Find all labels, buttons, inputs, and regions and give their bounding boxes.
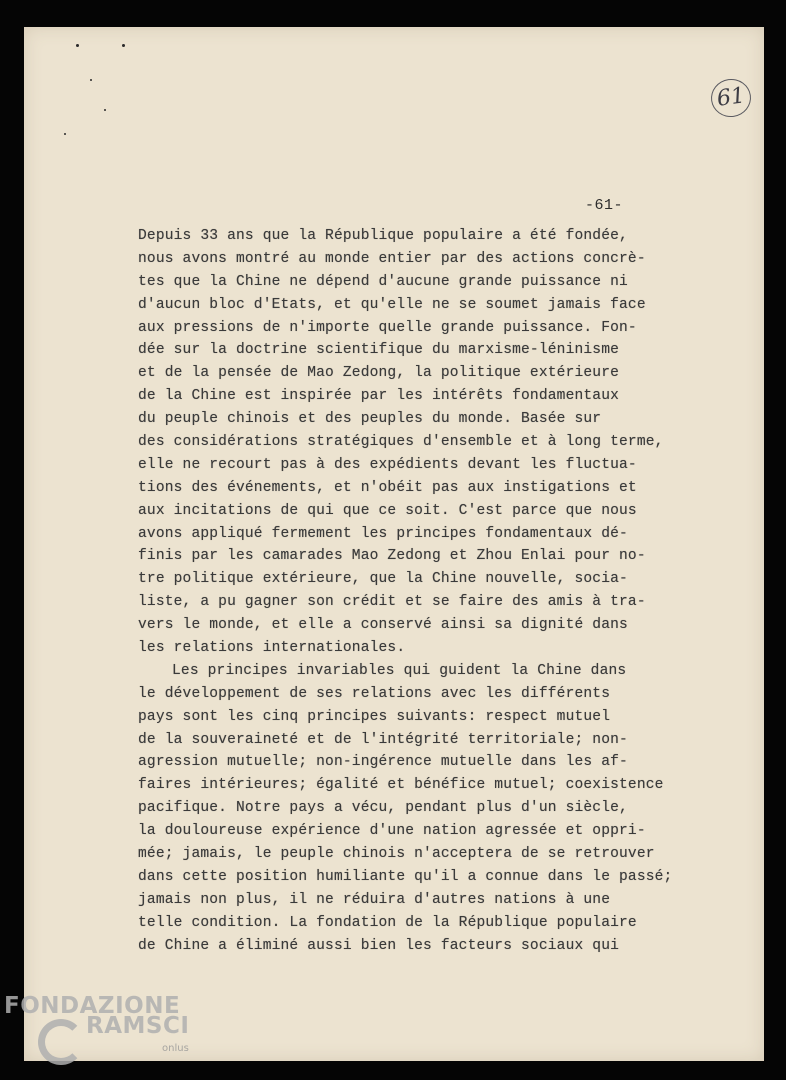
text-line: d'aucun bloc d'Etats, et qu'elle ne se soumet jamais face (138, 296, 646, 313)
text-line: Depuis 33 ans que la République populaire a été fondée, (138, 228, 628, 244)
text-line: elle ne recourt pas à des expédients devant les fluctua- (138, 456, 637, 473)
page-number: -61- (585, 197, 624, 214)
text-line: dans cette position humiliante qu'il a connue dans le passé; (138, 868, 673, 885)
text-line: pays sont les cinq principes suivants: respect mutuel (138, 708, 611, 725)
document-page (24, 27, 764, 1061)
text-line: de Chine a éliminé aussi bien les facteurs sociaux qui (138, 937, 620, 954)
paper-speck (76, 44, 79, 47)
paper-speck (90, 79, 92, 81)
text-line: telle condition. La fondation de la République populaire (138, 914, 637, 931)
watermark-g-logo-icon (38, 1019, 84, 1065)
watermark-line2: RAMSCI (86, 1013, 190, 1039)
fondazione-gramsci-watermark (4, 993, 204, 1073)
text-line: dée sur la doctrine scientifique du marxisme-léninisme (138, 342, 620, 359)
text-line: pacifique. Notre pays a vécu, pendant plus d'un siècle, (138, 800, 628, 817)
text-line: des considérations stratégiques d'ensemble et à long terme, (138, 434, 664, 451)
text-line: la douloureuse expérience d'une nation agressée et oppri- (138, 823, 646, 840)
text-line: aux pressions de n'importe quelle grande puissance. Fon- (138, 319, 637, 336)
paper-speck (64, 133, 66, 135)
stamp-number: 61 (715, 83, 747, 112)
text-line: liste, a pu gagner son crédit et se faire des amis à tra- (138, 594, 646, 611)
text-line: nous avons montré au monde entier par des actions concrè- (138, 250, 646, 267)
text-line: du peuple chinois et des peuples du monde. Basée sur (138, 411, 602, 428)
text-line: jamais non plus, il ne réduira d'autres nations à une (138, 891, 611, 908)
text-line: tre politique extérieure, que la Chine nouvelle, socia- (138, 571, 628, 588)
text-line: le développement de ses relations avec les différents (138, 685, 611, 702)
text-line: finis par les camarades Mao Zedong et Zhou Enlai pour no- (138, 548, 646, 565)
paper-speck (122, 44, 125, 47)
text-line: mée; jamais, le peuple chinois n'acceptera de se retrouver (138, 846, 655, 863)
text-line: vers le monde, et elle a conservé ainsi sa dignité dans (138, 617, 628, 634)
text-line: de la souveraineté et de l'intégrité territoriale; non- (138, 731, 628, 748)
text-line: aux incitations de qui que ce soit. C'est parce que nous (138, 502, 637, 519)
paper-speck (104, 109, 106, 111)
text-line: tions des événements, et n'obéit pas aux instigations et (138, 479, 637, 496)
paragraph-2 (138, 660, 708, 958)
watermark-line1: FONDAZIONE (4, 993, 181, 1019)
text-line: les relations internationales. (138, 640, 406, 657)
text-line: et de la pensée de Mao Zedong, la politique extérieure (138, 365, 620, 382)
archive-page-stamp (709, 76, 754, 119)
text-line: tes que la Chine ne dépend d'aucune grande puissance ni (138, 273, 628, 290)
text-line: avons appliqué fermement les principes fondamentaux dé- (138, 525, 628, 542)
text-line: de la Chine est inspirée par les intérêts fondamentaux (138, 388, 620, 405)
text-line: agression mutuelle; non-ingérence mutuelle dans les af- (138, 754, 628, 771)
typed-body-text (138, 225, 708, 958)
text-line: Les principes invariables qui guident la Chine dans (172, 662, 627, 679)
text-line: faires intérieures; égalité et bénéfice mutuel; coexistence (138, 777, 664, 794)
paragraph-1 (138, 225, 708, 660)
watermark-suffix: onlus (162, 1043, 189, 1054)
